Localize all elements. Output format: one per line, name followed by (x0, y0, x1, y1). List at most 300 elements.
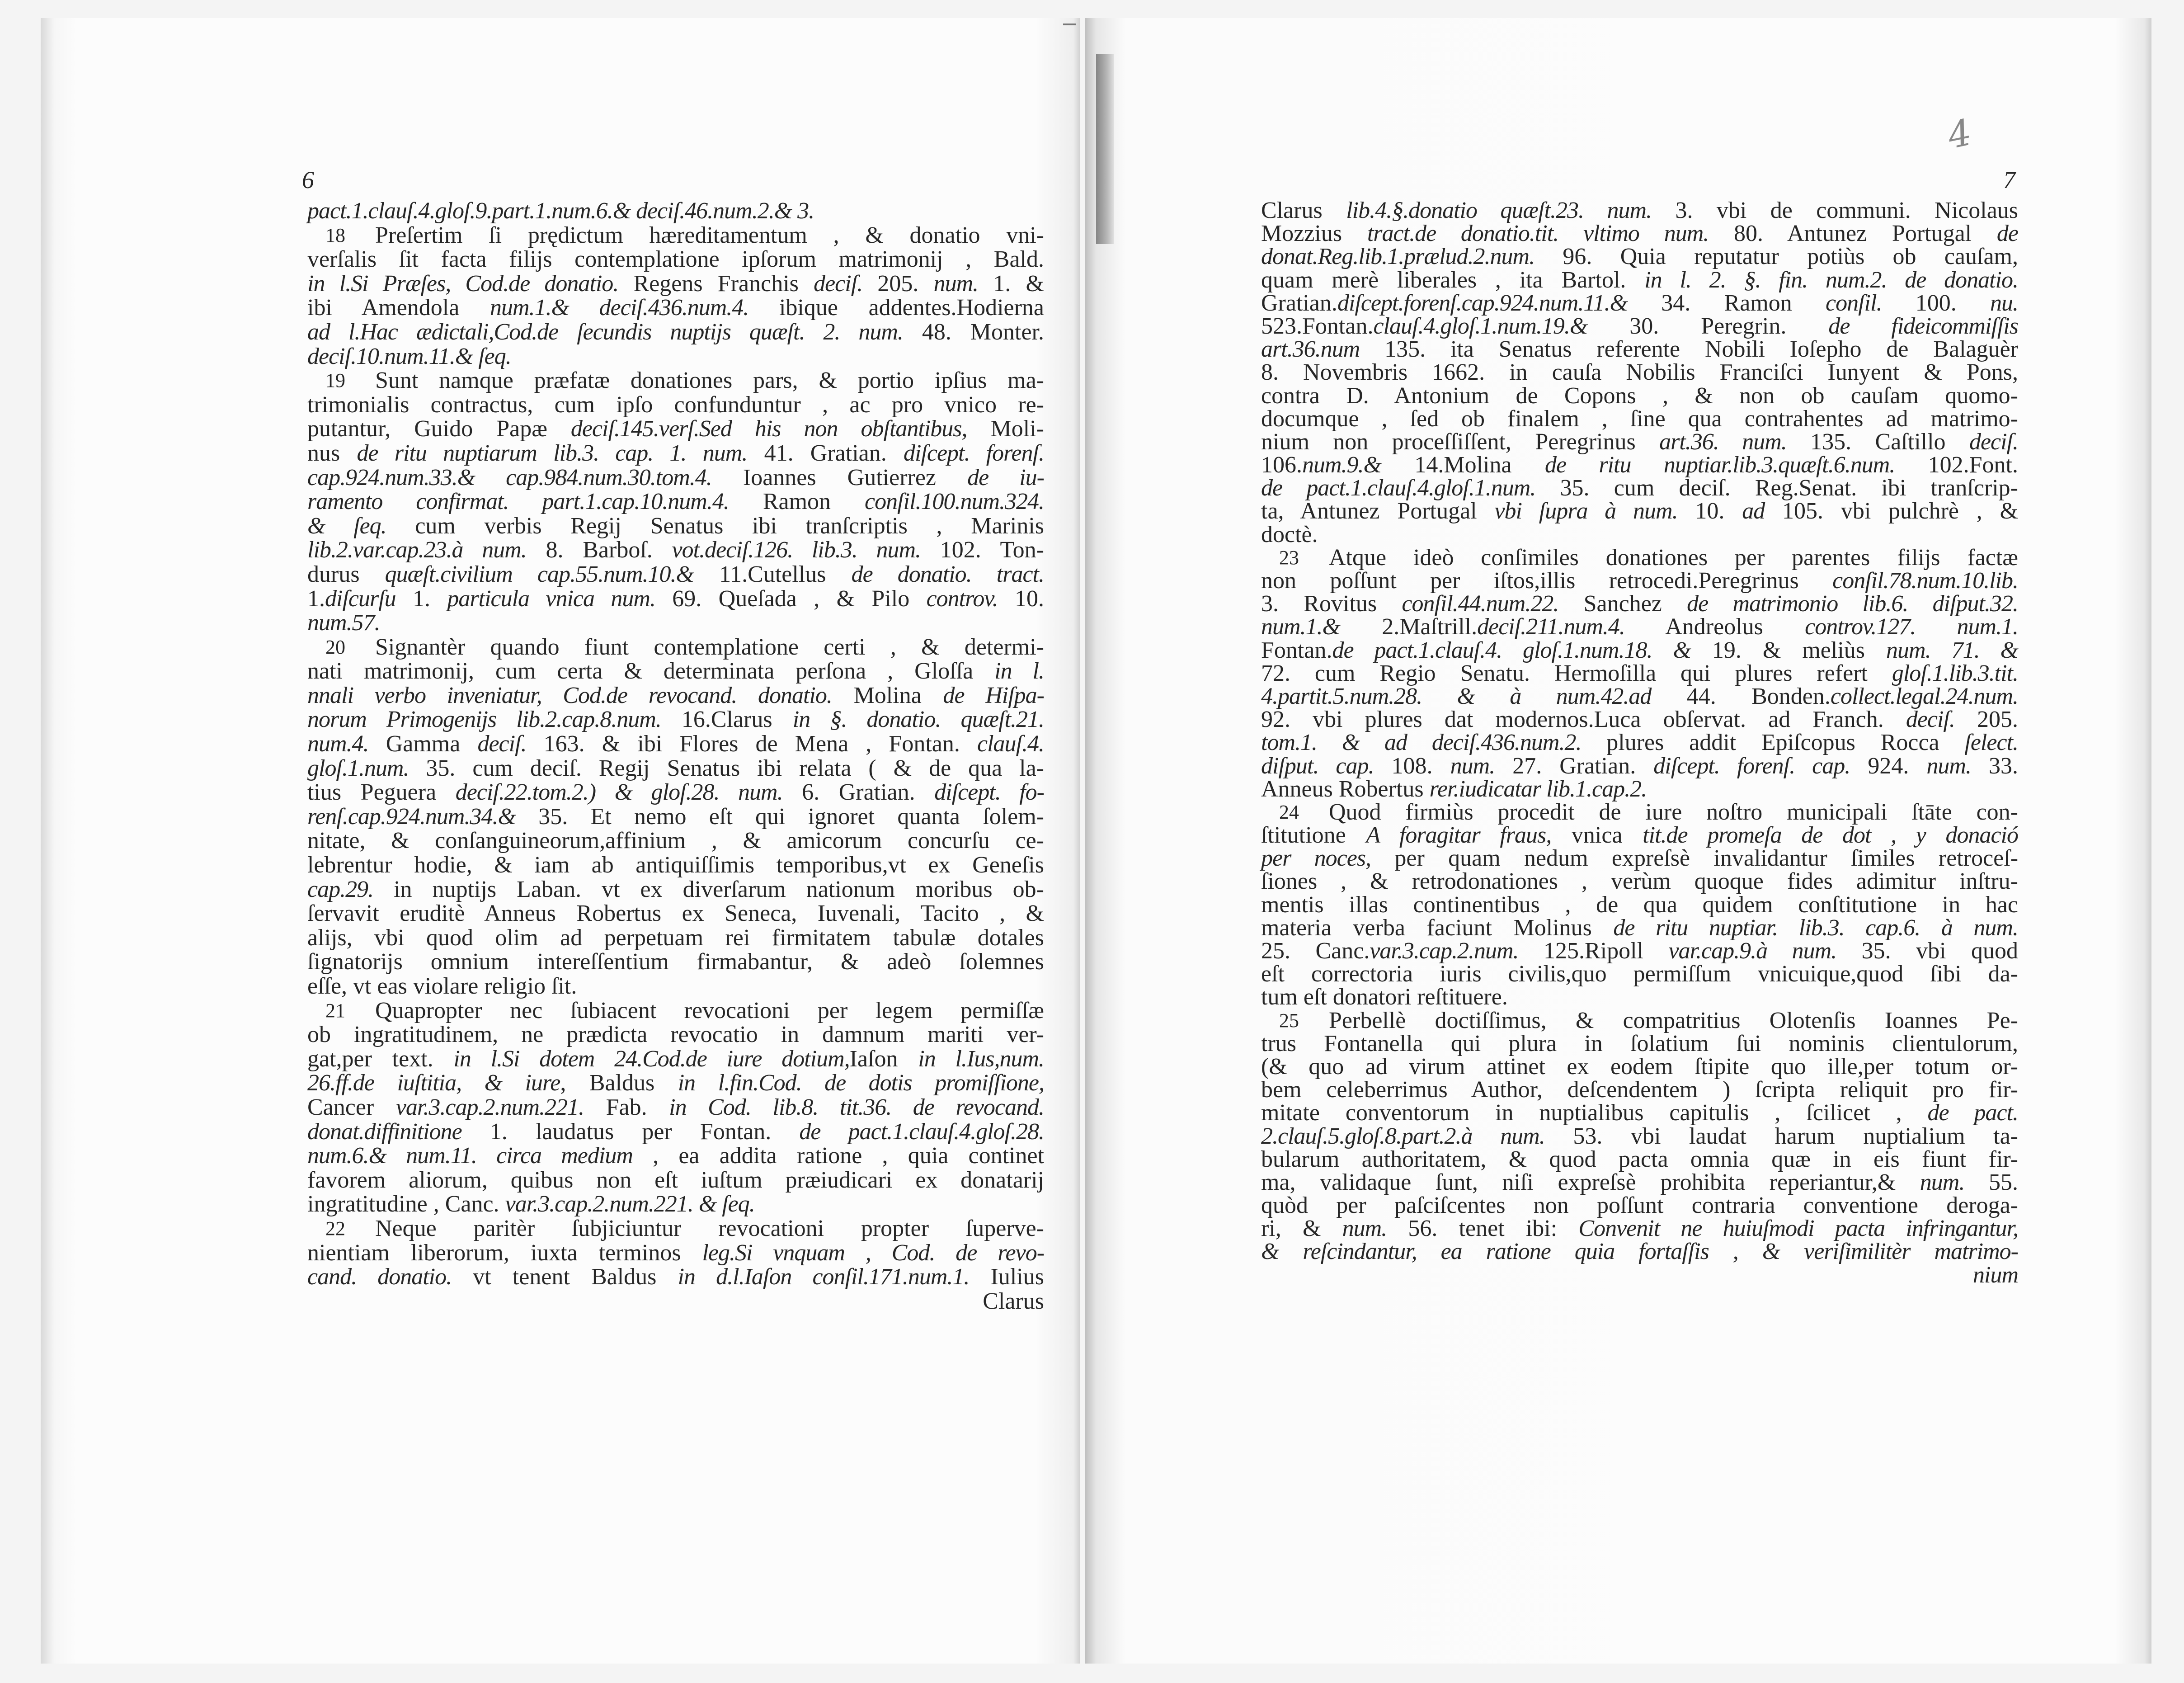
roman-text: ta, Antunez Portugal (1261, 498, 1495, 524)
italic-citation: ſelect. (1964, 730, 2018, 756)
italic-citation: de donatio. tract. (851, 561, 1044, 587)
text-line (1261, 361, 2018, 384)
roman-text: Sanchez (1558, 591, 1687, 617)
roman-text: plures addit Epiſcopus Rocca (1581, 730, 1965, 756)
roman-text: lebrentur hodie, & iam ab antiquiſſimis temporibus,vt ex Geneſis (307, 852, 1044, 878)
paragraph-number: 25 (1279, 1009, 1299, 1032)
italic-citation: num. (1450, 753, 1495, 779)
roman-text: 8. Novembris 1662. in cauſa Nobilis Franciſci Iunyent & Pons, (1261, 359, 2018, 386)
italic-citation: art.36. num. (1659, 429, 1787, 455)
text-line (307, 417, 1044, 441)
roman-text: 44. Bonden. (1651, 683, 1831, 709)
roman-text: 35. cum deciſ. Regij Senatus ibi relata ( & de qua la- (409, 755, 1044, 781)
roman-text: Atque ideò conſimiles donationes per parentes filijs factæ (1329, 544, 2018, 570)
text-line (1261, 1194, 2018, 1217)
text-line (307, 659, 1044, 684)
roman-text: Quod firmiùs procedit de iure noſtro municipali ſtāte con- (1329, 799, 2018, 825)
roman-text: 2.Maſtrill. (1340, 614, 1478, 640)
roman-text: vnica (1551, 822, 1643, 849)
text-line (307, 950, 1044, 974)
text-line (1261, 546, 2018, 569)
text-line (307, 611, 1044, 635)
roman-text: 35. Et nemo eſt qui ignoret quanta ſolem- (515, 803, 1044, 830)
text-line (1261, 338, 2018, 361)
italic-citation: & reſcindantur, ea ratione quia fortaſſis , & veriſimilitèr matrimo- (1261, 1239, 2018, 1265)
paragraph-number: 22 (325, 1217, 345, 1240)
italic-citation: deciſ. (814, 270, 863, 297)
roman-text: 72. cum Regio Senatu. Hermoſilla qui plures refert (1261, 660, 1892, 686)
italic-citation: num. (1920, 1169, 1965, 1195)
roman-text: ſervavit eruditè Anneus Robertus ex Seneca, Iuvenali, Tacito , & (307, 900, 1044, 927)
paragraph-number: 18 (325, 224, 345, 246)
italic-citation: & ſeq. (307, 513, 386, 539)
roman-text: 55. (1964, 1169, 2018, 1195)
italic-citation: de iu- (967, 464, 1044, 490)
roman-text: per quam nedum expreſsè invalidantur ſimiles retroceſ- (1371, 845, 2019, 872)
text-line (1261, 801, 2018, 824)
roman-text: 35. vbi quod (1836, 938, 2019, 964)
italic-citation: leg.Si vnquam , Cod. de revo- (702, 1240, 1045, 1266)
roman-text: 41. Gratian. (747, 440, 904, 466)
italic-citation: var.3.cap.2.num.221. (395, 1094, 584, 1120)
italic-citation: conſil.44.num.22. (1402, 591, 1559, 617)
italic-citation: 26.ff.de iuſtitia, & iure (307, 1070, 560, 1096)
italic-citation: norum Primogenijs lib.2.cap.8.num. (307, 707, 661, 733)
italic-citation: vbi ſupra à num. (1494, 498, 1678, 524)
italic-citation: cand. donatio. (307, 1264, 452, 1290)
roman-text: 30. Peregrin. (1587, 313, 1829, 339)
roman-text: , Baldus (560, 1070, 678, 1096)
catchword: nium (1973, 1262, 2018, 1288)
roman-text: ri, & (1261, 1216, 1342, 1242)
roman-text: trus Fontanella qui plura in ſolatium ſui nominis clientulorum, (1261, 1030, 2018, 1056)
text-line (1261, 453, 2018, 476)
text-line (1261, 939, 2018, 962)
italic-citation: in l. 2. §. fin. num.2. de donatio. (1644, 267, 2018, 293)
text-line (307, 684, 1044, 708)
text-line (1261, 500, 2018, 523)
roman-text: contra D. Antonium de Copons , & non ob cauſam quomo- (1261, 382, 2018, 409)
roman-text: 96. Quia reputatur potiùs ob cauſam, (1534, 244, 2018, 270)
text-line (307, 780, 1044, 805)
text-line (307, 247, 1044, 272)
roman-text: ibique addentes.Hodierna (748, 295, 1045, 321)
text-line (307, 805, 1044, 829)
italic-citation: diſcept. fo- (934, 779, 1044, 806)
text-line (1261, 916, 2018, 939)
italic-citation: quæſt.civilium cap.55.num.10.& (385, 561, 694, 587)
italic-citation: de ritu nuptiar.lib.3.quæſt.6.num. (1544, 452, 1895, 478)
italic-citation: de pact.1.clauſ.4. gloſ.1.num.18. & (1332, 637, 1691, 663)
roman-text: Regens Franchis (618, 270, 814, 297)
italic-citation: ad (1742, 498, 1765, 524)
text-line (307, 296, 1044, 320)
text-line (1261, 754, 2018, 778)
italic-citation: in l.Si Præſes, Cod.de donatio. (307, 270, 619, 297)
text-line (1261, 847, 2018, 870)
italic-citation: in l. (994, 658, 1044, 684)
text-line (1261, 245, 2018, 268)
italic-citation: num.1.& deciſ.436.num.4. (490, 295, 749, 321)
text-line (307, 901, 1044, 926)
handwritten-folio-note: 4 (1944, 111, 1976, 157)
text-line (1261, 685, 2018, 708)
roman-text: 205. (1954, 707, 2019, 733)
roman-text: tius Peguera (307, 779, 456, 806)
text-line (307, 223, 1044, 248)
text-line (307, 466, 1044, 490)
italic-citation: de Hiſpa- (943, 682, 1044, 708)
roman-text: Signantèr quando fiunt contemplatione certi , & determi- (375, 634, 1044, 660)
roman-text: putantur, Guido Papæ (307, 416, 571, 442)
roman-text: Anneus Robertus (1261, 776, 1430, 802)
text-line (307, 1241, 1044, 1265)
roman-text: 6. Gratian. (782, 779, 935, 806)
italic-citation: donat.diffinitione (307, 1118, 462, 1145)
italic-citation: clauſ.4.gloſ.1.num.19.& (1373, 313, 1588, 339)
roman-text: 163. & ibi Flores de Mena , Fontan. (526, 731, 978, 757)
roman-text: doctè. (1261, 521, 1318, 547)
roman-text: Cancer (307, 1094, 396, 1120)
catchword: Clarus (983, 1288, 1044, 1314)
italic-citation: controv.127. num.1. (1805, 614, 2018, 640)
roman-text: materia verba faciunt Molinus (1261, 915, 1614, 941)
paragraph-number: 19 (325, 369, 345, 392)
text-line (307, 732, 1044, 756)
roman-text: 92. vbi plures dat modernos.Luca obſervat. ad Franch. (1261, 707, 1906, 733)
roman-text: 125.Ripoll (1518, 938, 1669, 964)
text-line (307, 344, 1044, 369)
roman-text: 100. (1882, 290, 1990, 316)
roman-text: Mozzius (1261, 221, 1367, 247)
text-line (1261, 731, 2018, 754)
roman-text: ibi Amendola (307, 295, 490, 321)
italic-citation: de ritu nuptiarum lib.3. cap. 1. num. (357, 440, 748, 466)
text-line (1261, 639, 2018, 662)
italic-citation: conſil.78.num.10.lib. (1832, 568, 2018, 594)
roman-text: bem celeberrimus Author, deſcendentem ) ſcripta reliquit pro fir- (1261, 1077, 2018, 1103)
italic-citation: tom.1. & ad deciſ.436.num.2. (1261, 730, 1582, 756)
italic-citation: deciſ. (1906, 707, 1955, 733)
italic-citation: diſcept.forenſ.cap.924.num.11.& (1337, 290, 1628, 316)
italic-citation: vot.deciſ.126. lib.3. num. (672, 537, 921, 563)
italic-citation: in §. donatio. quæſt.21. (792, 707, 1045, 733)
roman-text: quòd per paſciſcentes non poſſunt contraria conventione deroga- (1261, 1193, 2018, 1219)
roman-text: Gratian. (1261, 290, 1337, 316)
italic-citation: var.cap.9.à num. (1668, 938, 1837, 964)
roman-text: cum verbis Regij Senatus ibi tranſcriptis , Marinis (386, 513, 1044, 539)
italic-citation: diſcurſu (325, 585, 396, 612)
roman-text: 16.Clarus (661, 707, 793, 733)
roman-text: verſalis ſit facta filijs contemplatione ipſorum matrimonij , Bald. (307, 246, 1044, 273)
roman-text: nientiam liberorum, iuxta terminos (307, 1240, 702, 1266)
roman-text: 10. (998, 585, 1045, 612)
roman-text: 1. (307, 585, 325, 612)
italic-citation: var.3.cap.2.num. (1370, 938, 1519, 964)
text-line (1261, 985, 2018, 1009)
text-line (1261, 1171, 2018, 1194)
text-line (307, 562, 1044, 587)
roman-text: Sunt namque præfatæ donationes pars, & portio ipſius ma- (375, 368, 1044, 394)
italic-citation: gloſ.1.lib.3.tit. (1892, 660, 2018, 686)
roman-text: gat,per text. (307, 1046, 454, 1072)
roman-text: 10. (1677, 498, 1742, 524)
italic-citation: deciſ.22.tom.2.) & gloſ.28. num. (455, 779, 783, 806)
text-line (307, 999, 1044, 1023)
text-line (1261, 1125, 2018, 1148)
italic-citation: gloſ.1.num. (307, 755, 409, 781)
text-line (1261, 269, 2018, 292)
roman-text: mitate conventorum in nuptialibus capitulis , ſcilicet , (1261, 1100, 1928, 1126)
page-number-left: 6 (302, 166, 314, 193)
roman-text: eſt correctoria iuris civilis,quo permiſſum vnicuique,quod ſibi da- (1261, 961, 2018, 987)
roman-text: 69. Queſada , & Pilo (655, 585, 927, 612)
roman-text: 108. (1374, 753, 1450, 779)
text-line (307, 974, 1044, 999)
text-line (1261, 222, 2018, 245)
text-line (1261, 615, 2018, 638)
italic-citation: cap.29. (307, 876, 374, 902)
text-line (307, 1071, 1044, 1095)
roman-text: in nuptijs Laban. vt ex diverſarum nationum moribus ob- (373, 876, 1044, 902)
roman-text: Ramon (729, 489, 865, 515)
text-line (307, 368, 1044, 393)
roman-text: vt tenent Baldus (452, 1264, 678, 1290)
text-line (307, 829, 1044, 853)
italic-citation: var.3.cap.2.num.221. & ſeq. (505, 1191, 755, 1217)
paragraph-number: 23 (1279, 546, 1299, 569)
italic-citation: num.4. (307, 731, 369, 757)
text-line (307, 441, 1044, 466)
italic-citation: deciſ. (477, 731, 527, 757)
roman-text: , ea addita ratione , quia continet (632, 1143, 1044, 1169)
roman-text: Clarus (1261, 198, 1346, 223)
roman-text: 924. (1850, 753, 1927, 779)
italic-citation: deciſ.10.num.11.& ſeq. (307, 343, 511, 369)
roman-text: durus (307, 561, 385, 587)
text-line (307, 272, 1044, 296)
italic-citation: lib.2.var.cap.23.à num. (307, 537, 527, 563)
roman-text: 3. vbi de communi. Nicolaus (1652, 198, 2019, 223)
text-line (1261, 778, 2018, 801)
text-line (307, 926, 1044, 950)
italic-citation: de ritu nuptiar. lib.3. cap.6. à num. (1613, 915, 2018, 941)
italic-citation: in Cod. lib.8. tit.36. de revocand. (669, 1094, 1044, 1120)
italic-citation: tract.de donatio.tit. vltimo num. (1367, 221, 1709, 247)
italic-citation: num. 71. & (1886, 637, 2019, 663)
italic-citation: conſil. (1826, 290, 1882, 316)
roman-text: 53. vbi laudat harum nuptialium ta- (1544, 1123, 2018, 1149)
italic-citation: deciſ.211.num.4. (1477, 614, 1625, 640)
roman-text: 27. Gratian. (1495, 753, 1654, 779)
italic-citation: rer.iudicatar lib.1.cap.2. (1429, 776, 1647, 802)
text-line (307, 490, 1044, 514)
roman-text: nus (307, 440, 357, 466)
text-line (1261, 662, 2018, 685)
roman-text: bularum authoritatem, & quod pacta omnia quæ in eis fiunt fir- (1261, 1146, 2018, 1172)
text-line (307, 1216, 1044, 1241)
roman-text: tum eſt donatori reſtituere. (1261, 984, 1508, 1010)
roman-text: favorem aliorum, quibus non eſt iuſtum præiudicari ex donatarij (307, 1167, 1044, 1193)
italic-citation: in l.Ius,num. (918, 1046, 1045, 1072)
text-line (1261, 1240, 2018, 1263)
roman-text: nati matrimonij, cum certa & determinata perſona , Gloſſa (307, 658, 995, 684)
roman-text: 1. & (978, 270, 1045, 297)
italic-citation: collect.legal.24.num. (1830, 683, 2018, 709)
italic-citation: num.1.& (1261, 614, 1340, 640)
italic-citation: A foragitar fraus, (1366, 822, 1552, 849)
text-line (1261, 476, 2018, 500)
roman-text: 14.Molina (1381, 452, 1545, 478)
text-line (1261, 1009, 2018, 1032)
italic-citation: art.36.num (1261, 336, 1360, 363)
roman-text: 48. Monter. (903, 319, 1044, 345)
text-line (307, 1095, 1044, 1120)
roman-text: Moli- (967, 416, 1044, 442)
italic-citation: diſput. cap. (1261, 753, 1374, 779)
italic-citation: per noces, (1261, 845, 1371, 872)
roman-text: nitate, & conſanguineorum,affinium , & amicorum concurſu ce- (307, 828, 1044, 854)
roman-text: Fab. (584, 1094, 669, 1120)
roman-text: Fontan. (1261, 637, 1332, 663)
italic-citation: in l.fin.Cod. de dotis promiſſione, (678, 1070, 1044, 1096)
roman-text: 102. Ton- (921, 537, 1044, 563)
text-line (307, 1023, 1044, 1047)
roman-text: nium non proceſſiſſent, Peregrinus (1261, 429, 1660, 455)
text-line (307, 1192, 1044, 1216)
text-line (1261, 569, 2018, 592)
text-line (1261, 523, 2018, 546)
roman-text: Preſertim ſi prędictum hæreditamentum , & donatio vni- (375, 222, 1044, 248)
italic-citation: lib.4.§.donatio quæſt.23. num. (1346, 198, 1652, 223)
roman-text: 1. laudatus per Fontan. (461, 1118, 800, 1145)
italic-citation: renſ.cap.924.num.34.& (307, 803, 516, 830)
roman-text: 523.Fontan. (1261, 313, 1374, 339)
left-page-text (307, 199, 1044, 1313)
italic-citation: diſcept. forenſ. (903, 440, 1044, 466)
text-line (307, 877, 1044, 902)
roman-text: Quapropter nec ſubiacent revocationi per legem permiſſæ (375, 997, 1044, 1023)
text-line (1261, 1078, 2018, 1101)
text-line (307, 756, 1044, 781)
text-line (1261, 1148, 2018, 1171)
italic-citation: in d.l.Iaſon conſil.171.num.1. (678, 1264, 970, 1290)
text-line (1261, 708, 2018, 731)
roman-text: ſiones , & retrodonationes , verùm quoque fides adimitur inſtru- (1261, 868, 2018, 895)
roman-text: Iulius (969, 1264, 1044, 1290)
roman-text: ſtitutione (1261, 822, 1366, 849)
italic-citation: controv. (926, 585, 998, 612)
italic-citation: conſil.100.num.324. (865, 489, 1044, 515)
roman-text: Molina (832, 682, 943, 708)
roman-text: 8. Barboſ. (526, 537, 672, 563)
roman-text: Andreolus (1624, 614, 1805, 640)
italic-citation: ad l.Hac ædictali,Cod.de ſecundis nuptijs quæſt. 2. num. (307, 319, 903, 345)
italic-citation: in l.Si dotem 24.Cod.de iure dotium, (453, 1046, 850, 1072)
italic-citation: particula vnica num. (447, 585, 655, 612)
italic-citation: deciſ.145.verſ.Sed his non obſtantibus, (570, 416, 967, 442)
roman-text: ma, validaque ſunt, niſi expreſsè prohibita reperiantur,& (1261, 1169, 1920, 1195)
italic-citation: de (1996, 221, 2018, 247)
paragraph-number: 21 (325, 999, 345, 1022)
italic-citation: de pact.1.clauſ.4.gloſ.28. (799, 1118, 1044, 1145)
italic-citation: num. (933, 270, 979, 297)
roman-text: mentis illas continentibus , de qua quidem conſtitutione in hac (1261, 891, 2018, 918)
italic-citation: num.6.& num.11. circa medium (307, 1143, 633, 1169)
text-line (307, 514, 1044, 538)
roman-text: 25. Canc. (1261, 938, 1370, 964)
text-line (307, 1120, 1044, 1144)
italic-citation: de pact.1.clauſ.4.gloſ.1.num. (1261, 475, 1536, 501)
text-line (1261, 870, 2018, 893)
italic-citation: 2.clauſ.5.gloſ.8.part.2.à num. (1261, 1123, 1545, 1149)
italic-citation: ramento confirmat. part.1.cap.10.num.4. (307, 489, 729, 515)
roman-text: 56. tenet ibi: (1387, 1216, 1579, 1242)
text-line (1261, 315, 2018, 338)
text-line (307, 393, 1044, 417)
roman-text: Perbellè doctiſſimus, & compatritius Olotenſis Ioannes Pe- (1329, 1007, 2018, 1033)
italic-citation: num. (1926, 753, 1971, 779)
paragraph-number: 20 (325, 636, 345, 658)
italic-citation: de matrimonio lib.6. diſput.32. (1687, 591, 2018, 617)
text-line (1261, 407, 2018, 430)
paragraph-number: 24 (1279, 801, 1299, 823)
roman-text: alijs, vbi quod olim ad perpetuam rei firmitatem tabulæ dotales (307, 924, 1044, 951)
italic-citation: diſcept. forenſ. cap. (1653, 753, 1850, 779)
text-line (1261, 1055, 2018, 1078)
italic-citation: nnali verbo inveniatur, Cod.de revocand. donatio. (307, 682, 832, 708)
roman-text: 135. ita Senatus referente Nobili Ioſepho de Balaguèr (1360, 336, 2018, 363)
roman-text: ob ingratitudinem, ne prædicta revocatio in damnum mariti ver- (307, 1022, 1044, 1048)
italic-citation: num.9.& (1302, 452, 1381, 478)
text-line (307, 853, 1044, 877)
roman-text: 106. (1261, 452, 1302, 478)
italic-citation: donat.Reg.lib.1.prælud.2.num. (1261, 244, 1535, 270)
roman-text: 19. & meliùs (1690, 637, 1887, 663)
roman-text: 105. vbi pulchrè , & (1765, 498, 2019, 524)
roman-text: 34. Ramon (1627, 290, 1826, 316)
roman-text: non poſſunt per iſtos,illis retrocedi.Peregrinus (1261, 568, 1833, 594)
text-line (1261, 824, 2018, 847)
roman-text: 205. (862, 270, 934, 297)
italic-citation: clauſ.4. (977, 731, 1045, 757)
right-page-text (1261, 199, 2018, 1287)
roman-text: 35. cum deciſ. Reg.Senat. ibi tranſcrip- (1535, 475, 2018, 501)
text-line (307, 707, 1044, 732)
roman-text: 135. Caſtillo (1786, 429, 1969, 455)
roman-text: 11.Cutellus (693, 561, 852, 587)
roman-text: 102.Font. (1895, 452, 2018, 478)
roman-text: ingratitudine , Canc. (307, 1191, 505, 1217)
text-line (1261, 1217, 2018, 1240)
roman-text: eſſe, vt eas violare religio ſit. (307, 973, 577, 999)
roman-text: Gamma (368, 731, 478, 757)
text-line (1261, 1032, 2018, 1055)
text-line (1261, 292, 2018, 315)
roman-text: 1. (395, 585, 447, 612)
text-line (1261, 893, 2018, 916)
italic-citation: de fideicommiſſis (1828, 313, 2018, 339)
italic-citation: cap.924.num.33.& cap.984.num.30.tom.4. (307, 464, 712, 490)
italic-citation: deciſ. (1969, 429, 2018, 455)
text-line (307, 1265, 1044, 1289)
roman-text: Neque paritèr ſubjiciuntur revocationi propter ſuperve- (375, 1215, 1044, 1241)
text-line (1261, 199, 2018, 222)
italic-citation: num.57. (307, 610, 380, 636)
roman-text: Iaſon (849, 1046, 918, 1072)
text-line (307, 320, 1044, 344)
italic-citation: pact.1.clauſ.4.gloſ.9.part.1.num.6.& deciſ.46.num.2.& 3. (307, 198, 814, 224)
